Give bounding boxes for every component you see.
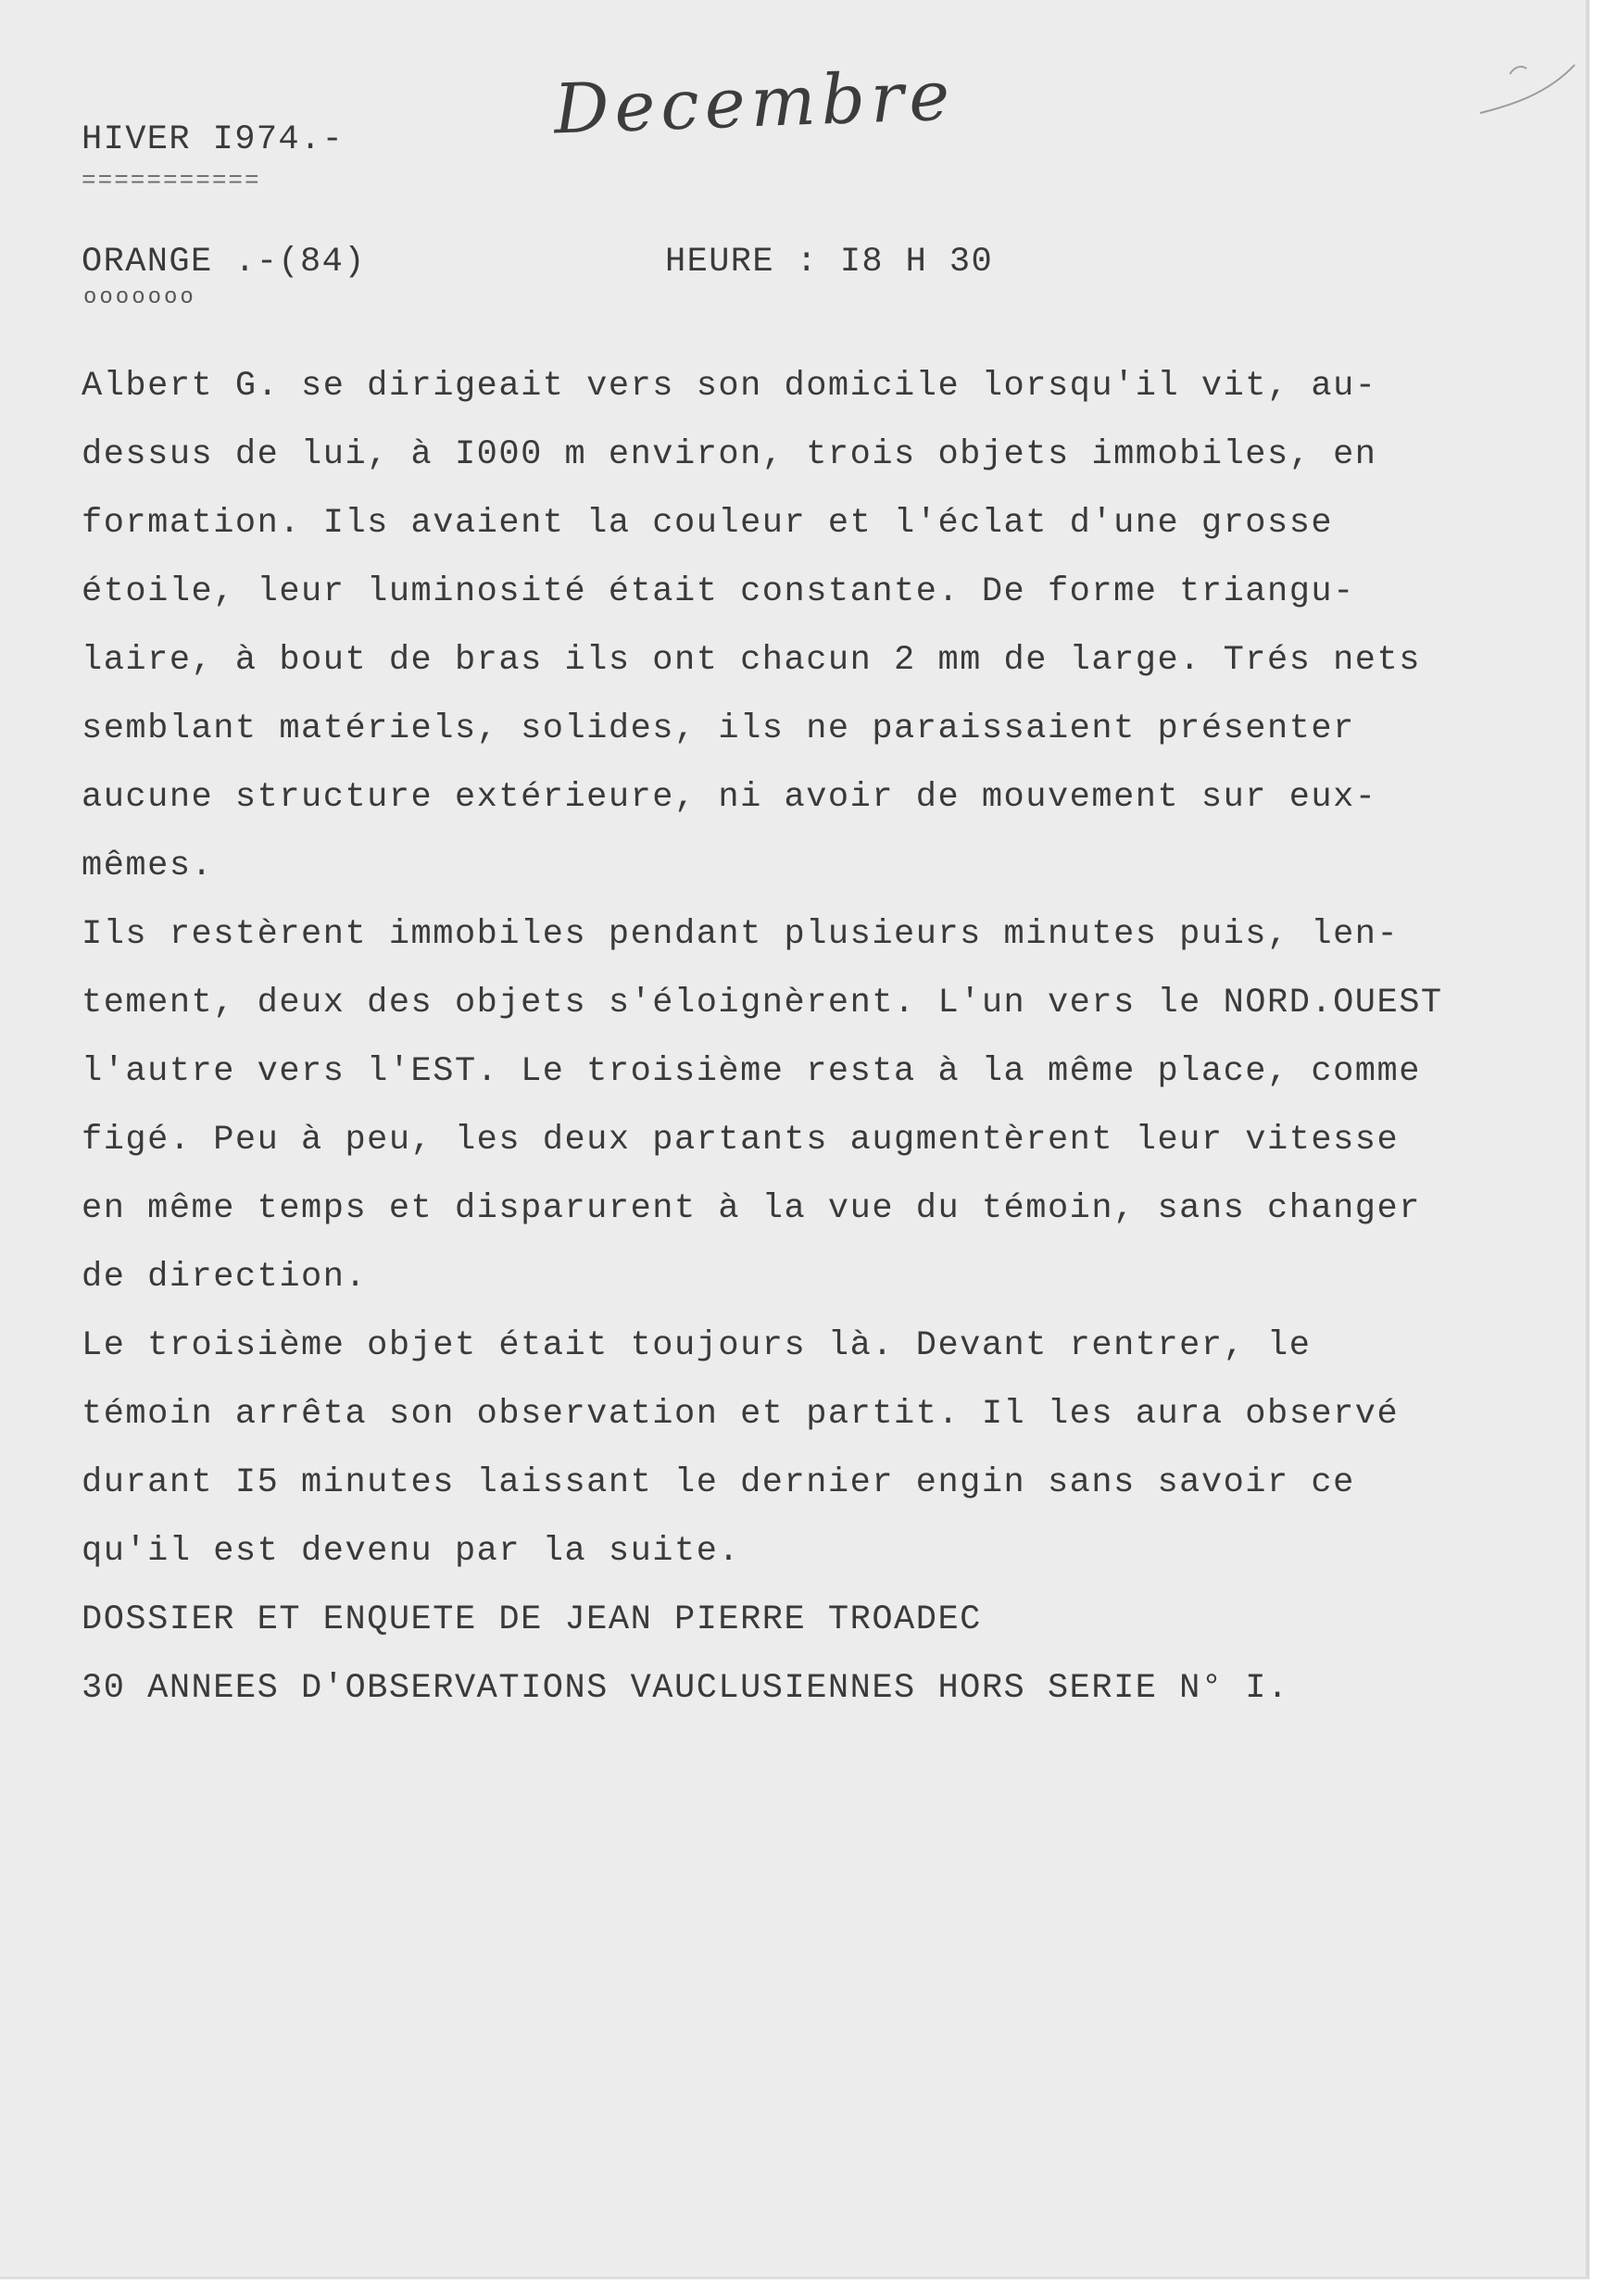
season-title: HIVER I974.- (82, 120, 345, 159)
location-underline: ooooooo (83, 285, 196, 310)
text-line: étoile, leur luminosité était constante. De forme triangu- (82, 572, 1355, 611)
text-line: tement, deux des objets s'éloignèrent. L'un vers le NORD.OUEST (82, 984, 1443, 1023)
handwritten-month: Decembre (552, 56, 957, 150)
report-body (82, 352, 1582, 1723)
time-heading: HEURE : I8 H 30 (665, 243, 994, 282)
text-line: dessus de lui, à I000 m environ, trois objets immobiles, en (82, 435, 1377, 474)
text-line: qu'il est devenu par la suite. (82, 1532, 741, 1571)
pencil-mark (1473, 57, 1584, 122)
text-line: en même temps et disparurent à la vue du témoin, sans changer (82, 1189, 1421, 1228)
text-line: l'autre vers l'EST. Le troisième resta à la même place, comme (82, 1052, 1421, 1091)
text-line: formation. Ils avaient la couleur et l'éclat d'une grosse (82, 504, 1334, 543)
text-line: Albert G. se dirigeait vers son domicile lorsqu'il vit, au- (82, 367, 1377, 406)
text-line: figé. Peu à peu, les deux partants augmentèrent leur vitesse (82, 1121, 1400, 1160)
text-line: durant I5 minutes laissant le dernier engin sans savoir ce (82, 1463, 1355, 1502)
text-line: semblant matériels, solides, ils ne paraissaient présenter (82, 709, 1355, 748)
text-line: de direction. (82, 1258, 368, 1297)
source-line: 30 ANNEES D'OBSERVATIONS VAUCLUSIENNES HORS SERIE N° I. (82, 1669, 1289, 1708)
text-line: Ils restèrent immobiles pendant plusieurs minutes puis, len- (82, 915, 1400, 954)
location-heading: ORANGE .-(84) (82, 243, 366, 282)
text-line: Le troisième objet était toujours là. Devant rentrer, le (82, 1326, 1312, 1365)
text-line: mêmes. (82, 847, 214, 885)
signature-line: DOSSIER ET ENQUETE DE JEAN PIERRE TROADEC (82, 1600, 982, 1639)
text-line: témoin arrêta son observation et partit. Il les aura observé (82, 1395, 1400, 1434)
title-underline: =========== (82, 167, 261, 194)
text-line: laire, à bout de bras ils ont chacun 2 mm de large. Trés nets (82, 641, 1421, 680)
text-line: aucune structure extérieure, ni avoir de mouvement sur eux- (82, 778, 1377, 817)
